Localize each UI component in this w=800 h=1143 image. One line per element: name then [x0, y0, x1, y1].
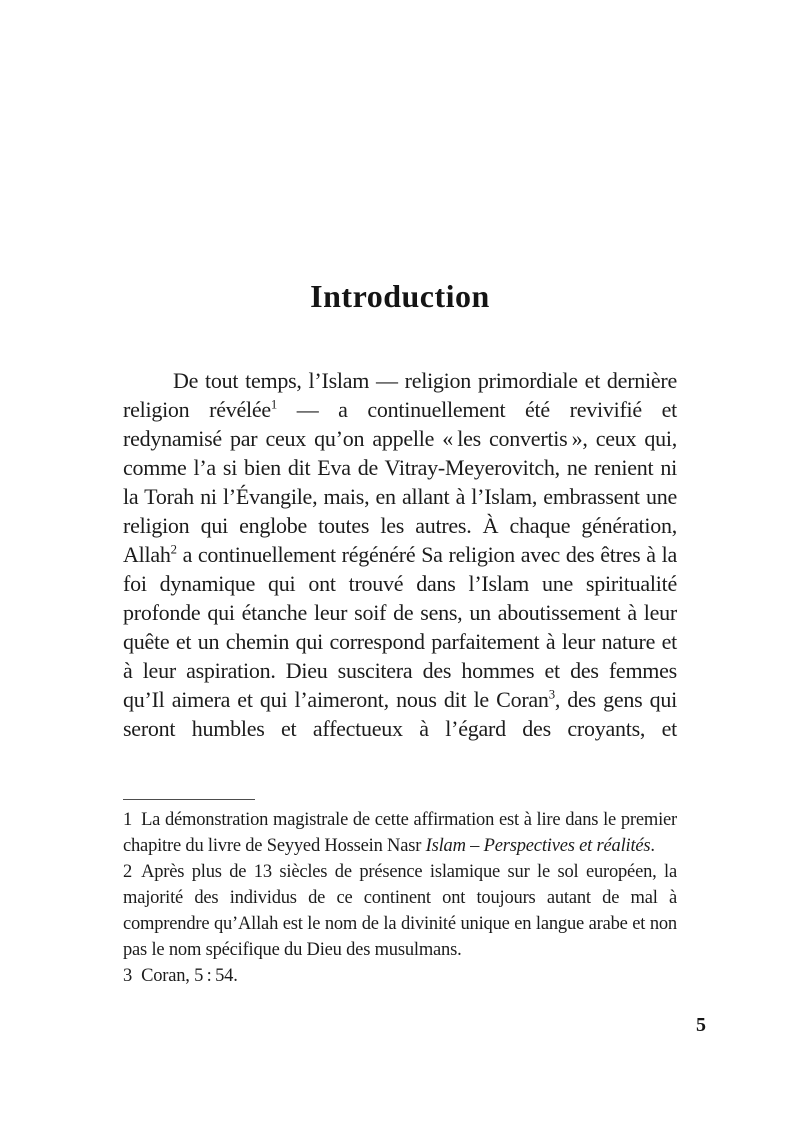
footnote-item — [123, 859, 677, 963]
footnote-marker: 1 — [123, 810, 133, 830]
footnotes-section — [123, 799, 677, 989]
page-title: Introduction — [310, 278, 490, 314]
body-paragraph: De tout temps, l’Islam — religion primordiale et dernière religion révélée$^1$ — a continuellement été revivifié et redynamisé par ceux qu’on appelle « les convertis », ceux qui, comme l’a si bien dit Eva de Vitray-Meyerovitch, ne renient ni la Torah ni l’Évangile, mais, en allant à l’Islam, embrassent une religion qui englobe toutes les autres. À chaque génération, Allah$^2$ a continuellement régénéré Sa religion avec des êtres à la foi dynamique qui ont trouvé dans l’Islam une spiritualité profonde qui étanche leur soif de sens, un aboutissement à leur quête et un chemin qui correspond parfaitement à leur nature et à leur aspiration. Dieu suscitera des hommes et des femmes qu’Il aimera et qui l’aimeront, nous dit le Coran$^3$, des gens qui seront humbles et affectueux à l’égard des croyants, et — [123, 368, 677, 741]
footnote-text: Après plus de 13 siècles de présence islamique sur le sol européen, la majorité des individus de ce continent ont toujours autant de mal à comprendre qu’Allah est le nom de la divinité unique en langue arabe et non pas le nom spécifique du Dieu des musulmans. — [123, 862, 677, 960]
page-number: 5 — [696, 1014, 706, 1036]
footnote-marker: 3 — [123, 966, 133, 986]
footnote-item — [123, 963, 677, 989]
footnote-item — [123, 807, 677, 859]
footnote-marker: 2 — [123, 862, 133, 882]
footnote-text: La démonstration magistrale de cette affirmation est à lire dans le premier chapitre du livre de Seyyed Hossein Nasr Islam – Perspectives et réalités. — [123, 810, 677, 856]
footnote-text: Coran, 5 : 54. — [141, 966, 238, 986]
footnote-separator — [123, 799, 255, 800]
